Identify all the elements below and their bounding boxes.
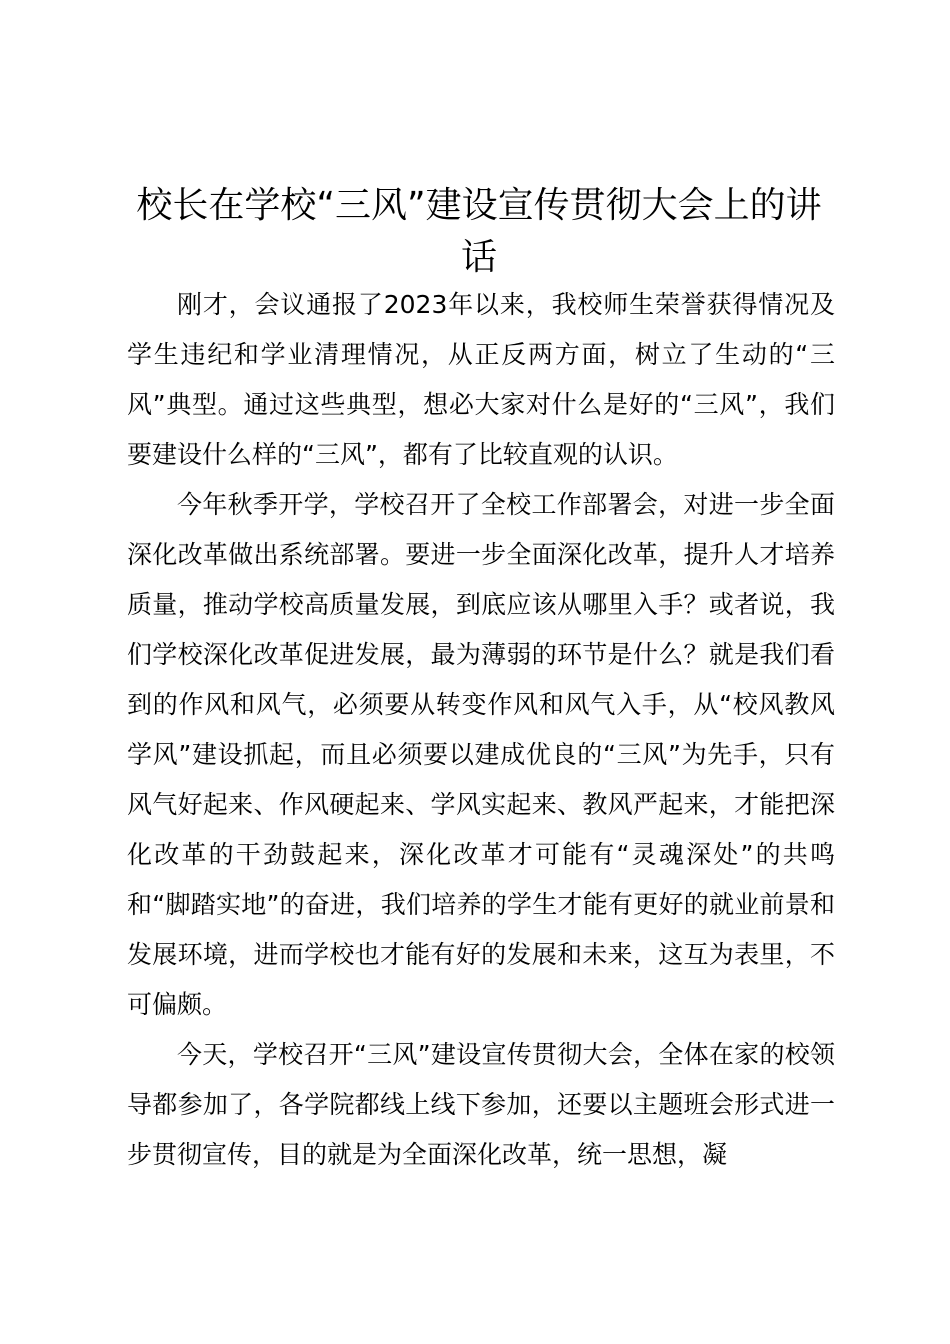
document-body (127, 280, 835, 1180)
paragraph-3: 今天，学校召开“三风”建设宣传贯彻大会，全体在家的校领导都参加了，各学院都线上线下参加，还要以主题班会形式进一步贯彻宣传，目的就是为全面深化改革，统一思想，凝 (127, 1040, 835, 1169)
document-title: 校长在学校“三风”建设宣传贯彻大会上的讲话 (136, 185, 822, 278)
paragraph-1: 刚才，会议通报了2023年以来，我校师生荣誉获得情况及学生违纪和学业清理情况，从正反两方面，树立了生动的“三风”典型。通过这些典型，想必大家对什么是好的“三风”，我们要建设什么样的“三风”，都有了比较直观的认识。 (127, 290, 835, 469)
paragraph-2: 今年秋季开学，学校召开了全校工作部署会，对进一步全面深化改革做出系统部署。要进一步全面深化改革，提升人才培养质量，推动学校高质量发展，到底应该从哪里入手？或者说，我们学校深化改革促进发展，最为薄弱的环节是什么？就是我们看到的作风和风气，必须要从转变作风和风气入手，从“校风教风学风”建设抓起，而且必须要以建成优良的“三风”为先手，只有风气好起来、作风硬起来、学风实起来、教风严起来，才能把深化改革的干劲鼓起来，深化改革才可能有“灵魂深处”的共鸣和“脚踏实地”的奋进，我们培养的学生才能有更好的就业前景和发展环境，进而学校也才能有好的发展和未来，这互为表里，不可偏颇。 (127, 490, 835, 1019)
